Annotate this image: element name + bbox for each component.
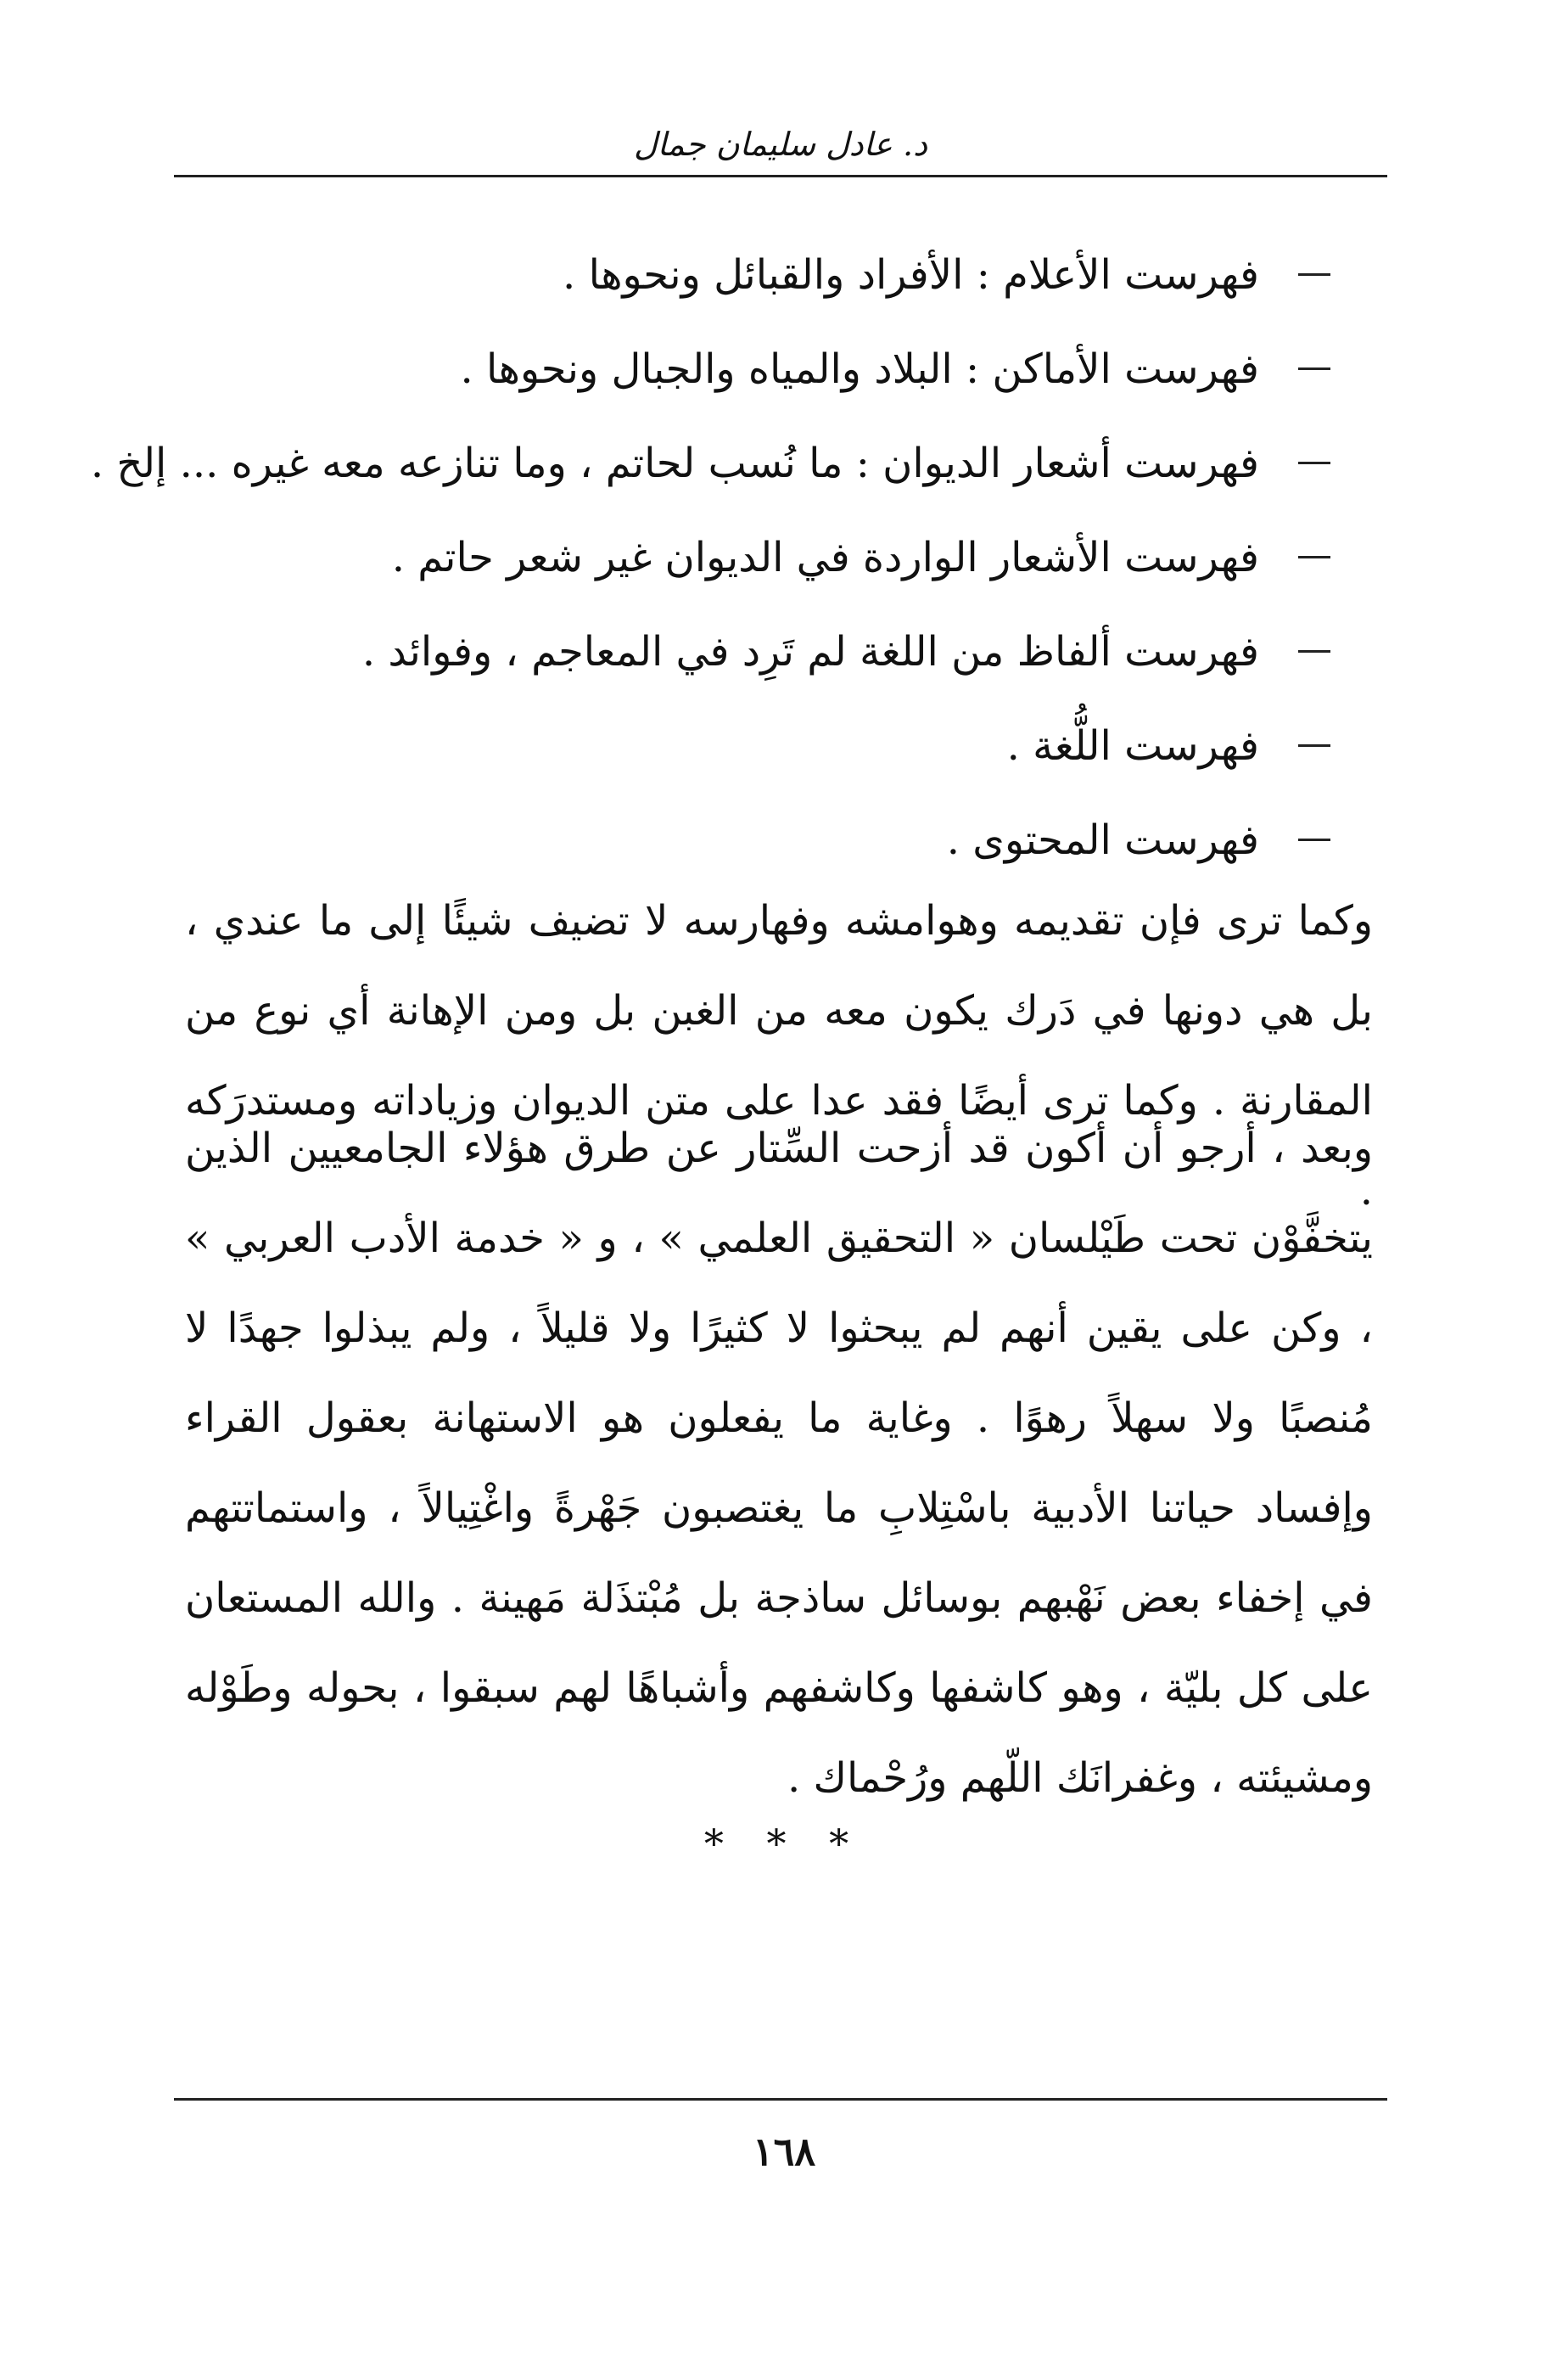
list-item: [185, 699, 1330, 793]
list-item-text: فهرست أشعار الديوان : ما نُسب لحاتم ، وما تنازعه معه غيره ... إلخ .: [90, 439, 1259, 487]
list-item-text: فهرست الأشعار الواردة في الديوان غير شعر حاتم .: [391, 533, 1259, 581]
list-item: [185, 793, 1330, 887]
dash-bullet: [1298, 839, 1330, 841]
index-list: [90, 227, 1330, 887]
list-item-text: فهرست الأعلام : الأفراد والقبائل ونحوها .: [563, 250, 1259, 299]
dash-bullet: [1298, 273, 1330, 276]
list-item: [185, 322, 1330, 416]
section-separator: * * *: [703, 1821, 865, 1866]
body-paragraph-1: وكما ترى فإن تقديمه وهوامشه وفهارسه لا تضيف شيئًا إلى ما عندي ، بل هي دونها في دَرك يكون معه من الغبن بل ومن الإهانة أي نوع من المقارنة . وكما ترى أيضًا فقد عدا على متن الديوان وزياداته ومستدرَكه .: [185, 897, 1373, 1215]
list-item-text: فهرست المحتوى .: [946, 816, 1259, 864]
footer-rule: [174, 2098, 1387, 2101]
list-item: [185, 604, 1330, 699]
dash-bullet: [1298, 650, 1330, 653]
dash-bullet: [1298, 462, 1330, 464]
list-item: [185, 227, 1330, 322]
list-item-text: فهرست اللُّغة .: [1006, 721, 1259, 770]
body-paragraph-2: وبعد ، أرجو أن أكون قد أزحت السِّتار عن طرق هؤلاء الجامعيين الذين يتخفَّوْن تحت طَيْلسان « التحقيق العلمي » ، و « خدمة الأدب العربي » ، وكن على يقين أنهم لم يبحثوا لا كثيرًا ولا قليلاً ، ولم يبذلوا جهدًا لا مُنصبًا ولا سهلاً رهوًا . وغاية ما يفعلون هو الاستهانة بعقول القراء وإفساد حياتنا الأدبية باسْتِلابِ ما يغتصبون جَهْرةً واغْتِيالاً ، واستماتتهم في إخفاء بعض نَهْبهم بوسائل ساذجة بل مُبْتذَلة مَهينة . والله المستعان على كل بليّة ، وهو كاشفها وكاشفهم وأشباهًا لهم سبقوا ، بحوله وطَوْله ومشيئته ، وغفرانَك اللّهم ورُحْماك .: [185, 1125, 1373, 1802]
header-rule: [174, 175, 1387, 177]
dash-bullet: [1298, 556, 1330, 558]
dash-bullet: [1298, 744, 1330, 747]
list-item: [90, 416, 1330, 510]
page-number: ١٦٨: [752, 2129, 816, 2174]
list-item: [185, 510, 1330, 604]
running-header-title: د. عادل سليمان جمال: [633, 126, 927, 163]
dash-bullet: [1298, 367, 1330, 370]
list-item-text: فهرست ألفاظ من اللغة لم تَرِد في المعاجم ، وفوائد .: [361, 627, 1259, 676]
list-item-text: فهرست الأماكن : البلاد والمياه والجبال ونحوها .: [460, 345, 1259, 393]
